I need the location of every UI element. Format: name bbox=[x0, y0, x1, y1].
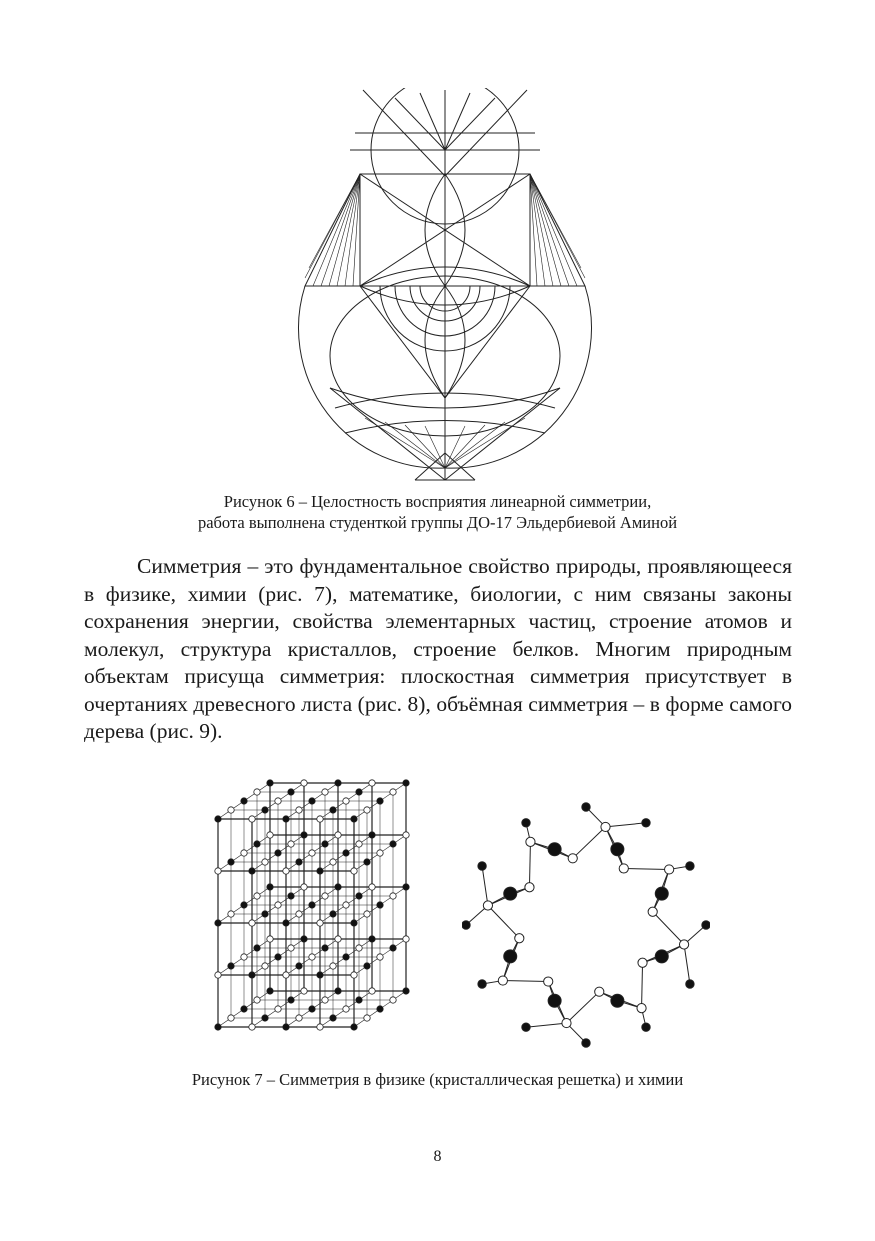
figure-7-molecule-structure bbox=[462, 795, 710, 1055]
figure-7-crystal-lattice bbox=[212, 772, 442, 1034]
figure-6-caption-line1: Рисунок 6 – Целостность восприятия линеарной симметрии, bbox=[223, 492, 652, 511]
figure-6-symmetry-drawing bbox=[295, 88, 595, 482]
body-paragraph: Симметрия – это фундаментальное свойство природы, проявляющееся в физике, химии (рис. 7), математике, биологии, с ним связаны законы сохранения энергии, свойства элементарных частиц, строение атомов и молекул, структура кристаллов, строение белков. Многим природным объектам присуща симметрия: плоскостная симметрия присутствует в очертаниях древесного листа (рис. 8), объёмная симметрия – в форме самого дерева (рис. 9). bbox=[84, 554, 792, 743]
figure-6-caption bbox=[60, 491, 815, 533]
page-number: 8 bbox=[433, 1148, 442, 1165]
figure-7-caption: Рисунок 7 – Симметрия в физике (кристаллическая решетка) и химии bbox=[191, 1070, 684, 1089]
figure-6-caption-line2: работа выполнена студенткой группы ДО-17 Эльдербиевой Аминой bbox=[197, 513, 678, 532]
